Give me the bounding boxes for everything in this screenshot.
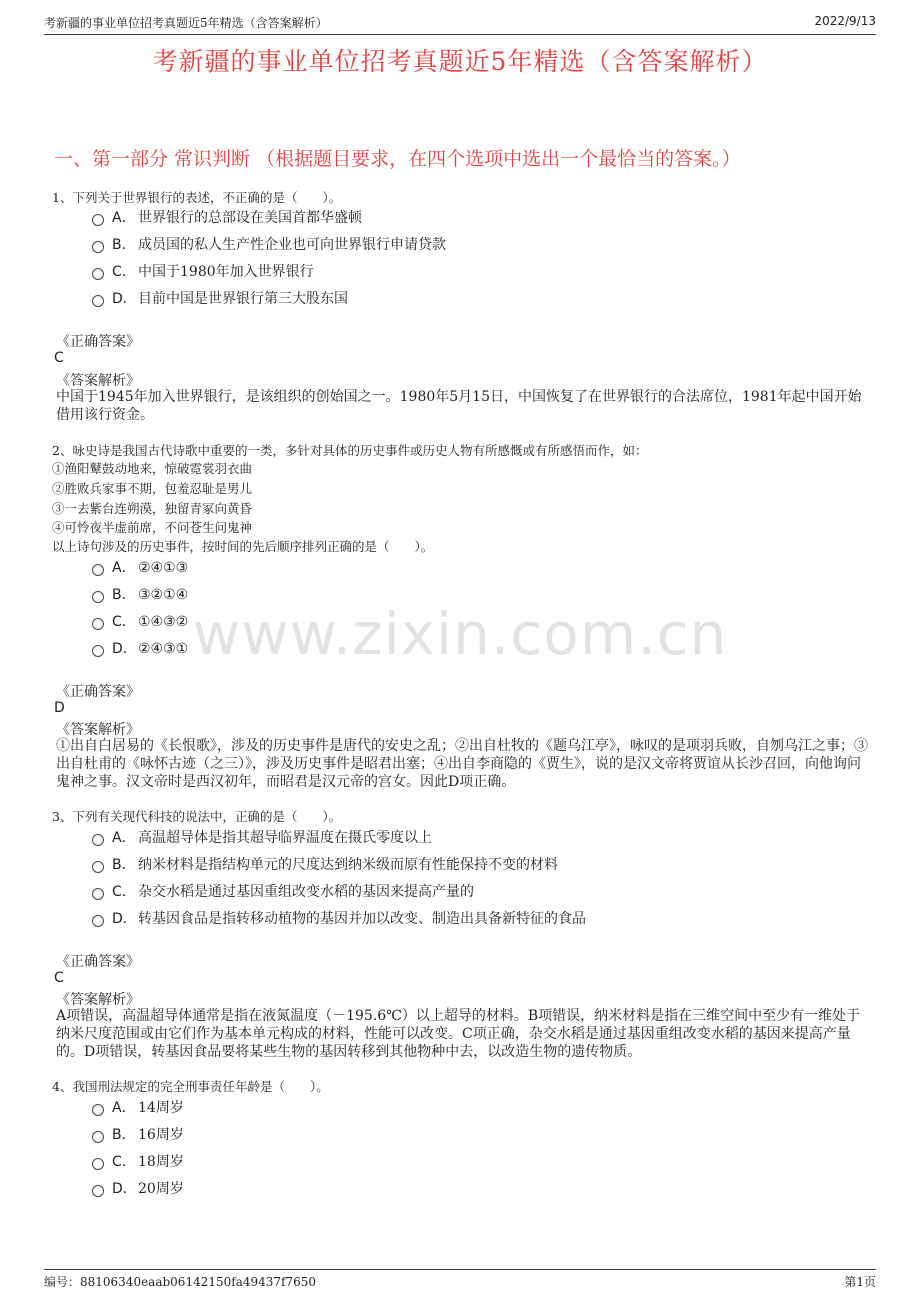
option-row[interactable] <box>92 557 188 579</box>
poem-line: ④可怜夜半虚前席，不问苍生问鬼神 <box>52 520 253 535</box>
radio-icon[interactable] <box>92 295 104 307</box>
option-letter: C． <box>112 264 136 280</box>
correct-answer-label: 《正确答案》 <box>56 334 140 350</box>
page-number: 第1页 <box>844 1275 876 1289</box>
correct-answer: C <box>54 970 64 986</box>
option-text: 18周岁 <box>138 1154 184 1170</box>
correct-answer-label: 《正确答案》 <box>56 954 140 970</box>
option-text: ②④③① <box>138 641 189 657</box>
header-doc-title: 考新疆的事业单位招考真题近5年精选（含答案解析） <box>44 16 328 30</box>
option-text: ③②①④ <box>138 587 189 603</box>
option-row[interactable] <box>92 234 446 256</box>
page-footer <box>44 1269 876 1288</box>
question-prompt: 以上诗句涉及的历史事件，按时间的先后顺序排列正确的是（ ）。 <box>52 539 434 554</box>
watermark: www.zixin.com.cn <box>192 600 728 668</box>
radio-icon[interactable] <box>92 591 104 603</box>
correct-answer: C <box>54 350 64 366</box>
option-text: 转基因食品是指转移动植物的基因并加以改变、制造出具备新特征的食品 <box>138 911 586 927</box>
option-row[interactable] <box>92 908 586 930</box>
option-row[interactable] <box>92 584 188 606</box>
option-row[interactable] <box>92 1151 184 1173</box>
option-letter: B． <box>112 587 136 603</box>
option-row[interactable] <box>92 1097 184 1119</box>
radio-icon[interactable] <box>92 618 104 630</box>
question-stem: 4、我国刑法规定的完全刑事责任年龄是（ ）。 <box>52 1079 329 1094</box>
option-text: 中国于1980年加入世界银行 <box>138 264 314 280</box>
poem-line: ②胜败兵家事不期，包羞忍耻是男儿 <box>52 481 253 496</box>
option-text: 高温超导体是指其超导临界温度在摄氏零度以上 <box>138 830 432 846</box>
option-row[interactable] <box>92 881 474 903</box>
option-text: 世界银行的总部设在美国首都华盛顿 <box>138 210 362 226</box>
poem-line: ①渔阳鼙鼓动地来，惊破霓裳羽衣曲 <box>52 461 253 476</box>
radio-icon[interactable] <box>92 564 104 576</box>
option-letter: A． <box>112 830 136 846</box>
radio-icon[interactable] <box>92 915 104 927</box>
option-letter: B． <box>112 857 136 873</box>
option-letter: A． <box>112 1100 136 1116</box>
section-heading: 一、第一部分 常识判断 （根据题目要求，在四个选项中选出一个最恰当的答案。） <box>54 148 741 170</box>
option-letter: D． <box>112 641 137 657</box>
option-letter: A． <box>112 210 136 226</box>
header-date: 2022/9/13 <box>814 14 876 28</box>
radio-icon[interactable] <box>92 861 104 873</box>
radio-icon[interactable] <box>92 834 104 846</box>
correct-answer-label: 《正确答案》 <box>56 684 140 700</box>
document-code: 编号：88106340eaab06142150fa49437f7650 <box>44 1275 316 1289</box>
option-text: 杂交水稻是通过基因重组改变水稻的基因来提高产量的 <box>138 884 474 900</box>
correct-answer: D <box>54 700 65 716</box>
radio-icon[interactable] <box>92 888 104 900</box>
option-text: ①④③② <box>138 614 189 630</box>
option-text: 目前中国是世界银行第三大股东国 <box>138 291 348 307</box>
question-stem: 2、咏史诗是我国古代诗歌中重要的一类，多针对具体的历史事件或历史人物有所感慨或有所感悟而作，如： <box>52 443 648 458</box>
question-stem: 1、下列关于世界银行的表述，不正确的是（ ）。 <box>52 190 342 205</box>
option-letter: C． <box>112 1154 136 1170</box>
option-letter: D． <box>112 291 137 307</box>
analysis-label: 《答案解析》 <box>56 373 140 389</box>
option-row[interactable] <box>92 1178 184 1200</box>
question-stem: 3、下列有关现代科技的说法中，正确的是（ ）。 <box>52 809 342 824</box>
option-row[interactable] <box>92 611 188 633</box>
option-letter: D． <box>112 1181 137 1197</box>
radio-icon[interactable] <box>92 1185 104 1197</box>
option-text: 纳米材料是指结构单元的尺度达到纳米级而原有性能保持不变的材料 <box>138 857 558 873</box>
analysis-label: 《答案解析》 <box>56 722 140 738</box>
option-row[interactable] <box>92 638 188 660</box>
page-title: 考新疆的事业单位招考真题近5年精选（含答案解析） <box>152 47 768 76</box>
option-row[interactable] <box>92 288 348 310</box>
option-row[interactable] <box>92 261 314 283</box>
option-text: 14周岁 <box>138 1100 184 1116</box>
radio-icon[interactable] <box>92 645 104 657</box>
option-row[interactable] <box>92 1124 184 1146</box>
page-header <box>44 8 876 35</box>
radio-icon[interactable] <box>92 214 104 226</box>
option-text: 16周岁 <box>138 1127 184 1143</box>
radio-icon[interactable] <box>92 268 104 280</box>
radio-icon[interactable] <box>92 1104 104 1116</box>
radio-icon[interactable] <box>92 241 104 253</box>
poem-line: ③一去紫台连朔漠，独留青冢向黄昏 <box>52 501 253 516</box>
option-letter: C． <box>112 614 136 630</box>
option-letter: D． <box>112 911 137 927</box>
option-row[interactable] <box>92 827 432 849</box>
radio-icon[interactable] <box>92 1131 104 1143</box>
analysis-text: 中国于1945年加入世界银行，是该组织的创始国之一。1980年5月15日，中国恢复了在世界银行的合法席位，1981年起中国开始借用该行资金。 <box>56 389 862 423</box>
radio-icon[interactable] <box>92 1158 104 1170</box>
option-text: 20周岁 <box>138 1181 184 1197</box>
analysis-label: 《答案解析》 <box>56 992 140 1008</box>
analysis-text: ①出自白居易的《长恨歌》，涉及的历史事件是唐代的安史之乱；②出自杜牧的《题乌江亭》，咏叹的是项羽兵败，自刎乌江之事；③出自杜甫的《咏怀古迹（之三）》，涉及历史事件是昭君出塞；④出自李商隐的《贾生》，说的是汉文帝将贾谊从长沙召回，向他询问鬼神之事。汉文帝时是西汉初年，而昭君是汉元帝的宫女。因此D项正确。 <box>56 738 868 790</box>
option-text: ②④①③ <box>138 560 189 576</box>
option-text: 成员国的私人生产性企业也可向世界银行申请贷款 <box>138 237 446 253</box>
analysis-text: A项错误，高温超导体通常是指在液氮温度（－195.6℃）以上超导的材料。B项错误，纳米材料是指在三维空间中至少有一维处于纳米尺度范围或由它们作为基本单元构成的材料，性能可以改变。C项正确，杂交水稻是通过基因重组改变水稻的基因来提高产量的。D项错误，转基因食品要将某些生物的基因转移到其他物种中去，以改造生物的遗传物质。 <box>56 1008 861 1060</box>
option-letter: C． <box>112 884 136 900</box>
option-letter: B． <box>112 1127 136 1143</box>
option-letter: A． <box>112 560 136 576</box>
option-row[interactable] <box>92 207 362 229</box>
option-letter: B． <box>112 237 136 253</box>
option-row[interactable] <box>92 854 558 876</box>
